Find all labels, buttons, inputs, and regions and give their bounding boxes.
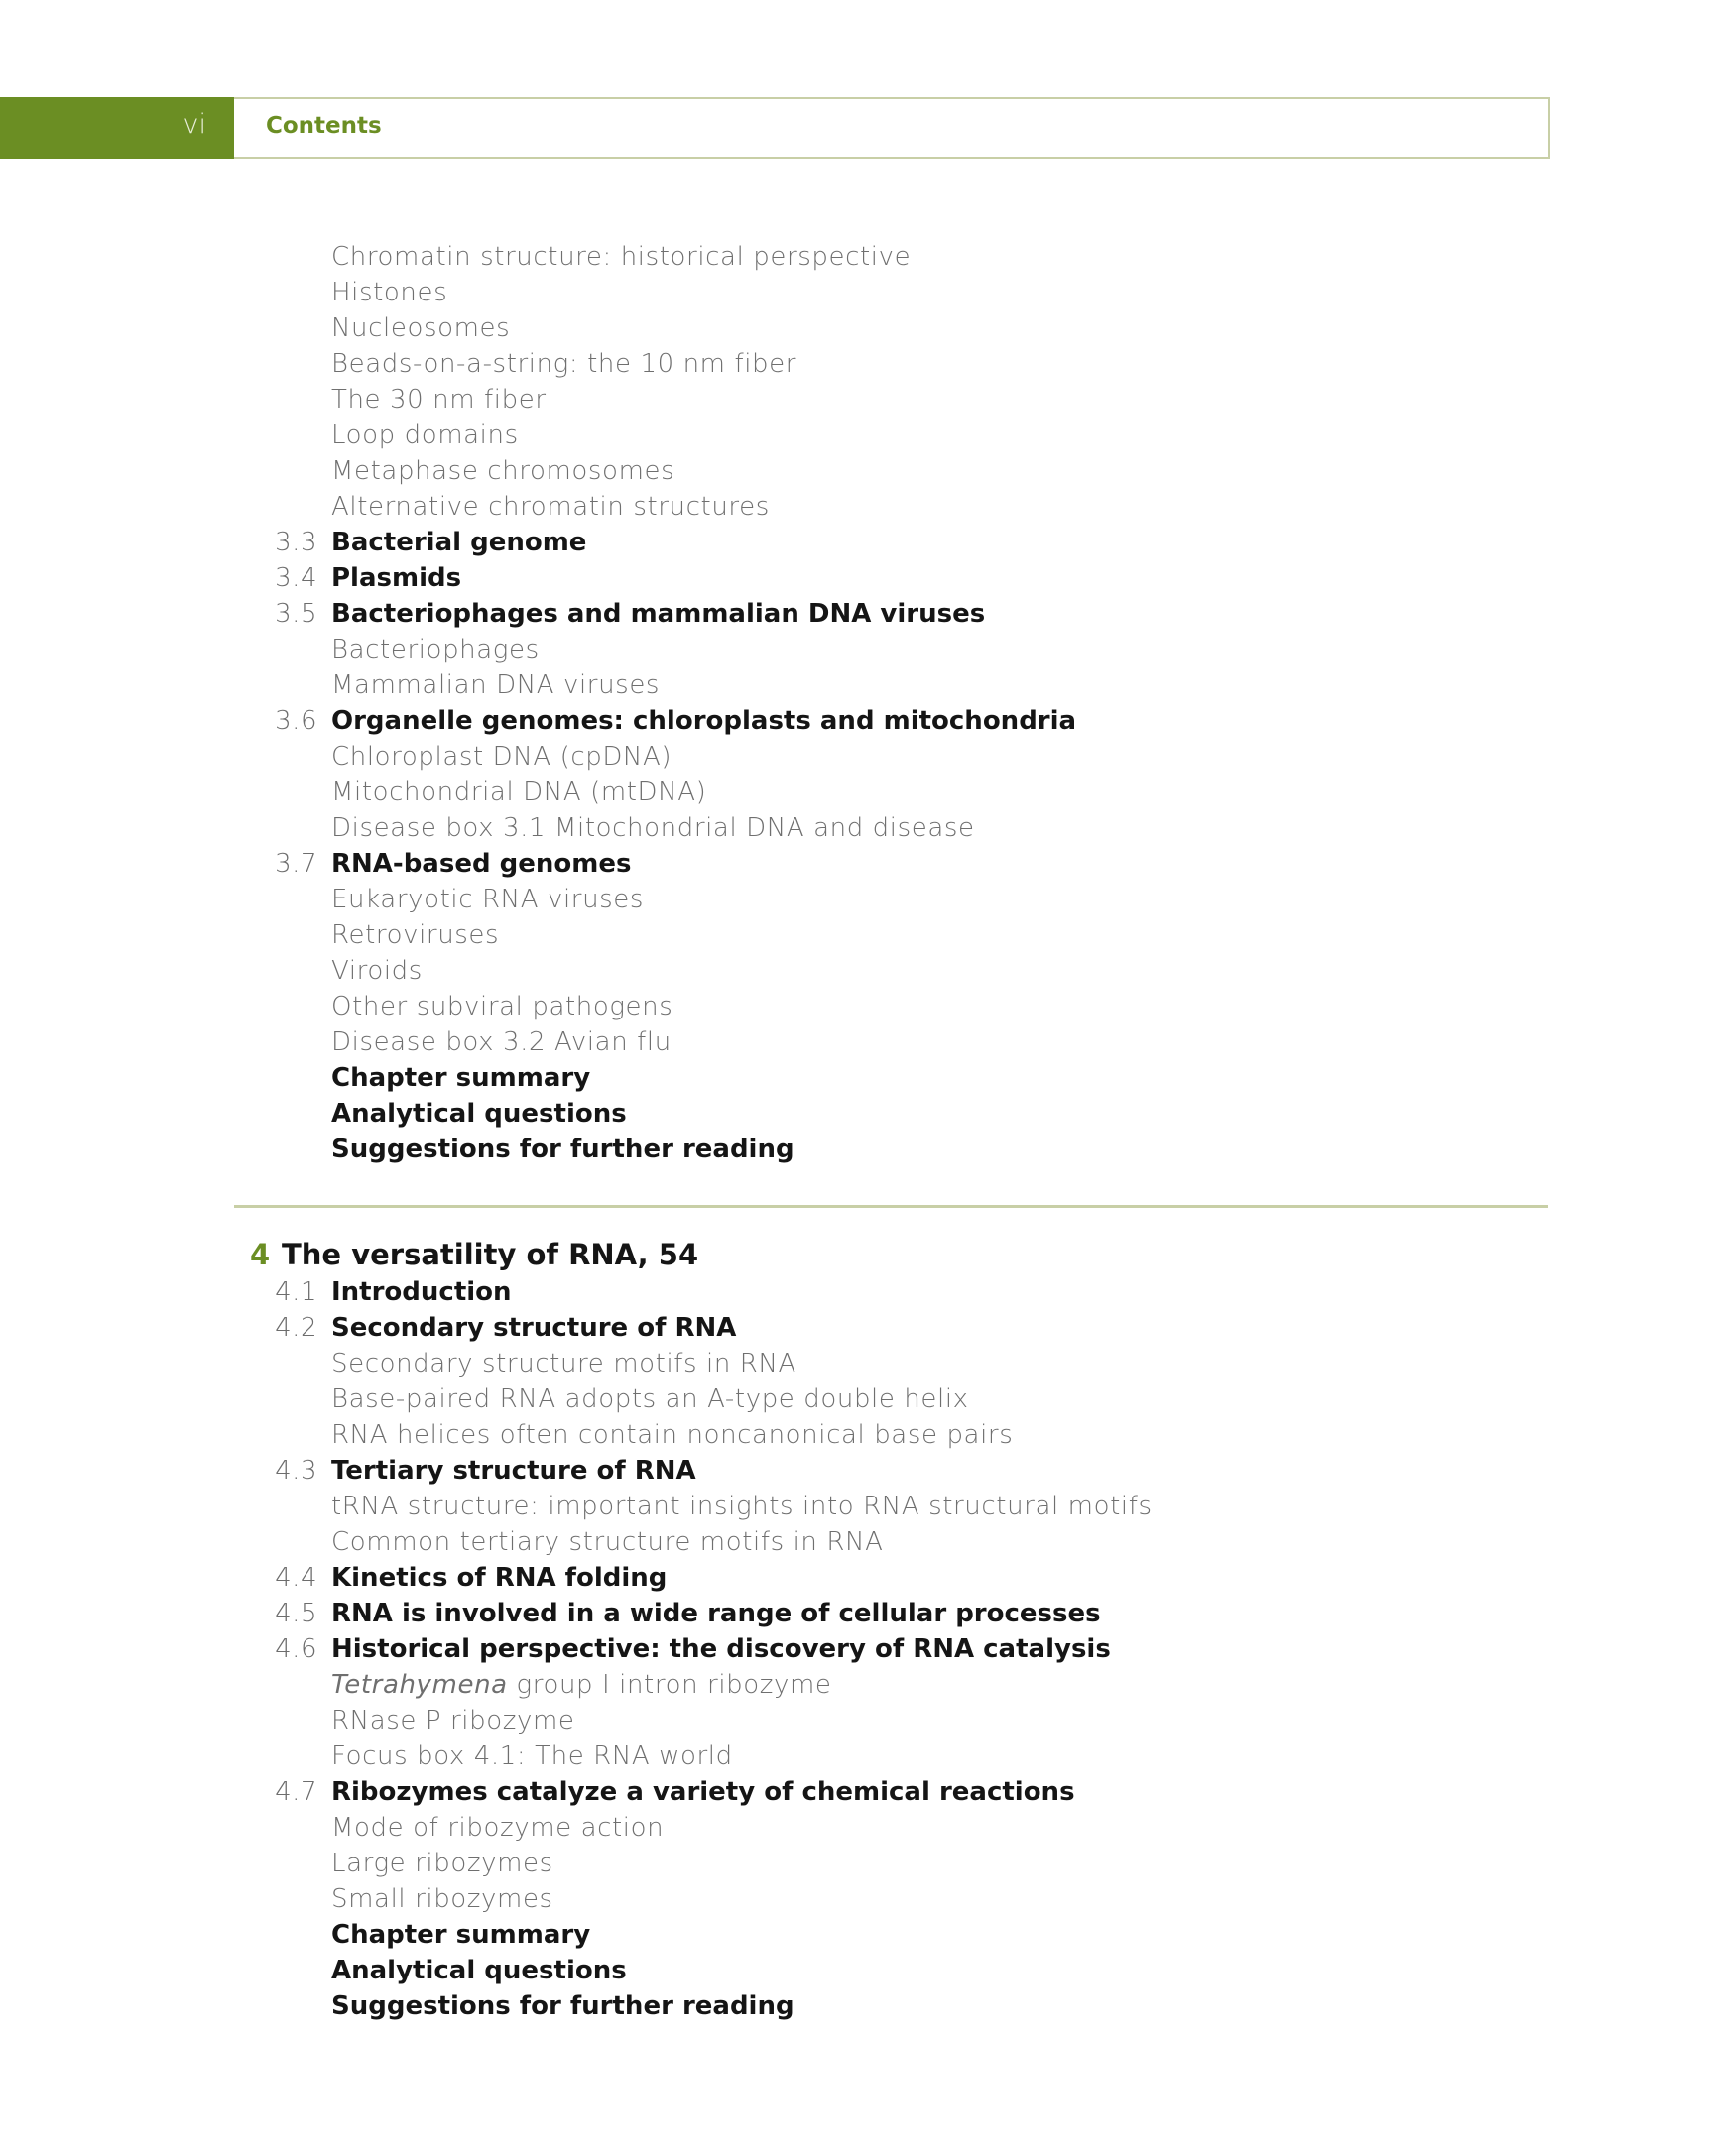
toc-entry-subsection[interactable] — [0, 278, 1711, 313]
toc-entry-number: 4.5 — [275, 1599, 317, 1628]
toc-entry-title: Plasmids — [331, 563, 462, 593]
toc-entry-subsection[interactable] — [0, 349, 1711, 385]
toc-entry-title: The 30 nm fiber — [331, 385, 547, 415]
toc-entry-title: Viroids — [331, 956, 423, 986]
toc-entry-subsection[interactable] — [0, 885, 1711, 920]
toc-entry-title: Chapter summary — [331, 1063, 591, 1093]
toc-entry-title: RNA is involved in a wide range of cellular processes — [331, 1599, 1101, 1628]
toc-entry-number: 4.3 — [275, 1456, 317, 1486]
toc-entry-subsection[interactable] — [0, 456, 1711, 492]
toc-entry-subsection[interactable] — [0, 385, 1711, 420]
toc-entry-section[interactable] — [0, 1599, 1711, 1634]
page-header — [0, 97, 1552, 159]
toc-entry-section[interactable] — [0, 1777, 1711, 1813]
toc-entry-title: Suggestions for further reading — [331, 1991, 794, 2021]
toc-entry-subsection[interactable] — [0, 1527, 1711, 1563]
running-header-title: Contents — [266, 113, 382, 139]
page-number: vi — [183, 109, 206, 140]
toc-entry-section[interactable] — [0, 1456, 1711, 1492]
toc-entry-title: Nucleosomes — [331, 313, 511, 343]
toc-entry-title: Mammalian DNA viruses — [331, 670, 661, 700]
toc-entry-subsection[interactable] — [0, 670, 1711, 706]
toc-entry-title: RNA-based genomes — [331, 849, 632, 879]
toc-entry-subsection[interactable] — [0, 1706, 1711, 1741]
toc-entry-section[interactable] — [0, 1313, 1711, 1349]
toc-entry-title: Secondary structure motifs in RNA — [331, 1349, 796, 1378]
toc-entry-subsection[interactable] — [0, 813, 1711, 849]
toc-entry-subsection[interactable] — [0, 1813, 1711, 1849]
toc-entry-title: Other subviral pathogens — [331, 992, 673, 1021]
toc-entry-section[interactable] — [0, 1063, 1711, 1099]
toc-entry-title: Bacteriophages — [331, 635, 540, 664]
toc-entry-title: Alternative chromatin structures — [331, 492, 770, 522]
toc-entry-subsection[interactable] — [0, 1349, 1711, 1384]
toc-entry-title-rest: group I intron ribozyme — [507, 1670, 832, 1700]
page-number-tab — [0, 97, 234, 159]
toc-entry-section[interactable] — [0, 1099, 1711, 1135]
toc-entry-section[interactable] — [0, 1991, 1711, 2027]
toc-entry-subsection[interactable] — [0, 492, 1711, 528]
toc-entry-title: Common tertiary structure motifs in RNA — [331, 1527, 884, 1557]
toc-entry-title: Bacteriophages and mammalian DNA viruses — [331, 599, 986, 629]
toc-entry-title: Introduction — [331, 1277, 512, 1307]
toc-entry-title: tRNA structure: important insights into RNA structural motifs — [331, 1492, 1153, 1521]
chapter-heading[interactable] — [0, 1240, 1711, 1277]
toc-entry-title: Disease box 3.1 Mitochondrial DNA and disease — [331, 813, 975, 843]
toc-entry-title: Mode of ribozyme action — [331, 1813, 665, 1843]
toc-entry-number: 4.7 — [275, 1777, 317, 1807]
toc-entry-subsection[interactable] — [0, 242, 1711, 278]
toc-entry-section[interactable] — [0, 1563, 1711, 1599]
toc-entry-title — [331, 1670, 832, 1700]
toc-entry-title: Loop domains — [331, 420, 519, 450]
toc-entry-section[interactable] — [0, 599, 1711, 635]
toc-entry-title: Base-paired RNA adopts an A-type double helix — [331, 1384, 969, 1414]
toc-entry-number: 3.4 — [275, 563, 317, 593]
toc-entry-subsection[interactable] — [0, 1670, 1711, 1706]
toc-entry-title: RNase P ribozyme — [331, 1706, 575, 1736]
toc-entry-subsection[interactable] — [0, 1884, 1711, 1920]
toc-entry-title: Historical perspective: the discovery of RNA catalysis — [331, 1634, 1111, 1664]
toc-entry-title: Retroviruses — [331, 920, 500, 950]
chapter-divider — [234, 1205, 1548, 1208]
toc-section-chapter-4 — [0, 1240, 1711, 2027]
toc-entry-title: Chloroplast DNA (cpDNA) — [331, 742, 672, 772]
toc-entry-subsection[interactable] — [0, 1849, 1711, 1884]
toc-entry-title: Organelle genomes: chloroplasts and mitochondria — [331, 706, 1077, 736]
toc-entry-section[interactable] — [0, 1634, 1711, 1670]
toc-entry-subsection[interactable] — [0, 1384, 1711, 1420]
toc-entry-number: 4.1 — [275, 1277, 317, 1307]
toc-entry-title: Metaphase chromosomes — [331, 456, 675, 486]
toc-entry-section[interactable] — [0, 1920, 1711, 1956]
toc-entry-section[interactable] — [0, 706, 1711, 742]
toc-entry-subsection[interactable] — [0, 778, 1711, 813]
toc-entry-subsection[interactable] — [0, 313, 1711, 349]
toc-entry-title: Analytical questions — [331, 1956, 627, 1985]
toc-entry-title: Chromatin structure: historical perspective — [331, 242, 912, 272]
toc-entry-number: 3.3 — [275, 528, 317, 557]
toc-entry-title: Kinetics of RNA folding — [331, 1563, 668, 1593]
toc-entry-title: Bacterial genome — [331, 528, 587, 557]
toc-entry-title: Analytical questions — [331, 1099, 627, 1129]
toc-entry-subsection[interactable] — [0, 956, 1711, 992]
toc-entry-title: Tertiary structure of RNA — [331, 1456, 696, 1486]
toc-entry-title: Small ribozymes — [331, 1884, 553, 1914]
toc-entry-title: Histones — [331, 278, 448, 307]
toc-entry-subsection[interactable] — [0, 992, 1711, 1027]
toc-entry-section[interactable] — [0, 1277, 1711, 1313]
toc-entry-section[interactable] — [0, 1135, 1711, 1170]
toc-entry-subsection[interactable] — [0, 1027, 1711, 1063]
toc-entry-title: Ribozymes catalyze a variety of chemical reactions — [331, 1777, 1075, 1807]
toc-entry-title: Disease box 3.2 Avian flu — [331, 1027, 672, 1057]
toc-entry-title: RNA helices often contain noncanonical base pairs — [331, 1420, 1014, 1450]
toc-entry-title: Eukaryotic RNA viruses — [331, 885, 645, 914]
toc-entry-section[interactable] — [0, 1956, 1711, 1991]
toc-entry-title: Suggestions for further reading — [331, 1135, 794, 1164]
chapter-number: 4 — [250, 1238, 271, 1271]
toc-entry-subsection[interactable] — [0, 742, 1711, 778]
toc-entry-italic-term: Tetrahymena — [331, 1670, 508, 1700]
toc-entry-subsection[interactable] — [0, 920, 1711, 956]
toc-entry-title: Mitochondrial DNA (mtDNA) — [331, 778, 707, 807]
toc-entry-number: 4.6 — [275, 1634, 317, 1664]
toc-entry-section[interactable] — [0, 849, 1711, 885]
chapter-title: The versatility of RNA, 54 — [282, 1238, 699, 1271]
running-header — [234, 97, 1550, 159]
toc-entry-subsection[interactable] — [0, 1741, 1711, 1777]
toc-entry-subsection[interactable] — [0, 635, 1711, 670]
toc-entry-section[interactable] — [0, 563, 1711, 599]
toc-entry-title: Beads-on-a-string: the 10 nm fiber — [331, 349, 797, 379]
toc-entry-section[interactable] — [0, 528, 1711, 563]
toc-entry-title: Focus box 4.1: The RNA world — [331, 1741, 733, 1771]
toc-entry-subsection[interactable] — [0, 420, 1711, 456]
toc-section-chapter-3-continued — [0, 242, 1711, 1170]
toc-entry-title: Chapter summary — [331, 1920, 591, 1950]
toc-entry-subsection[interactable] — [0, 1420, 1711, 1456]
toc-entry-number: 4.2 — [275, 1313, 317, 1343]
toc-entry-title: Large ribozymes — [331, 1849, 553, 1878]
toc-entry-number: 3.6 — [275, 706, 317, 736]
toc-entry-number: 3.5 — [275, 599, 317, 629]
toc-entry-title: Secondary structure of RNA — [331, 1313, 737, 1343]
toc-entry-number: 3.7 — [275, 849, 317, 879]
toc-entry-number: 4.4 — [275, 1563, 317, 1593]
toc-entry-subsection[interactable] — [0, 1492, 1711, 1527]
